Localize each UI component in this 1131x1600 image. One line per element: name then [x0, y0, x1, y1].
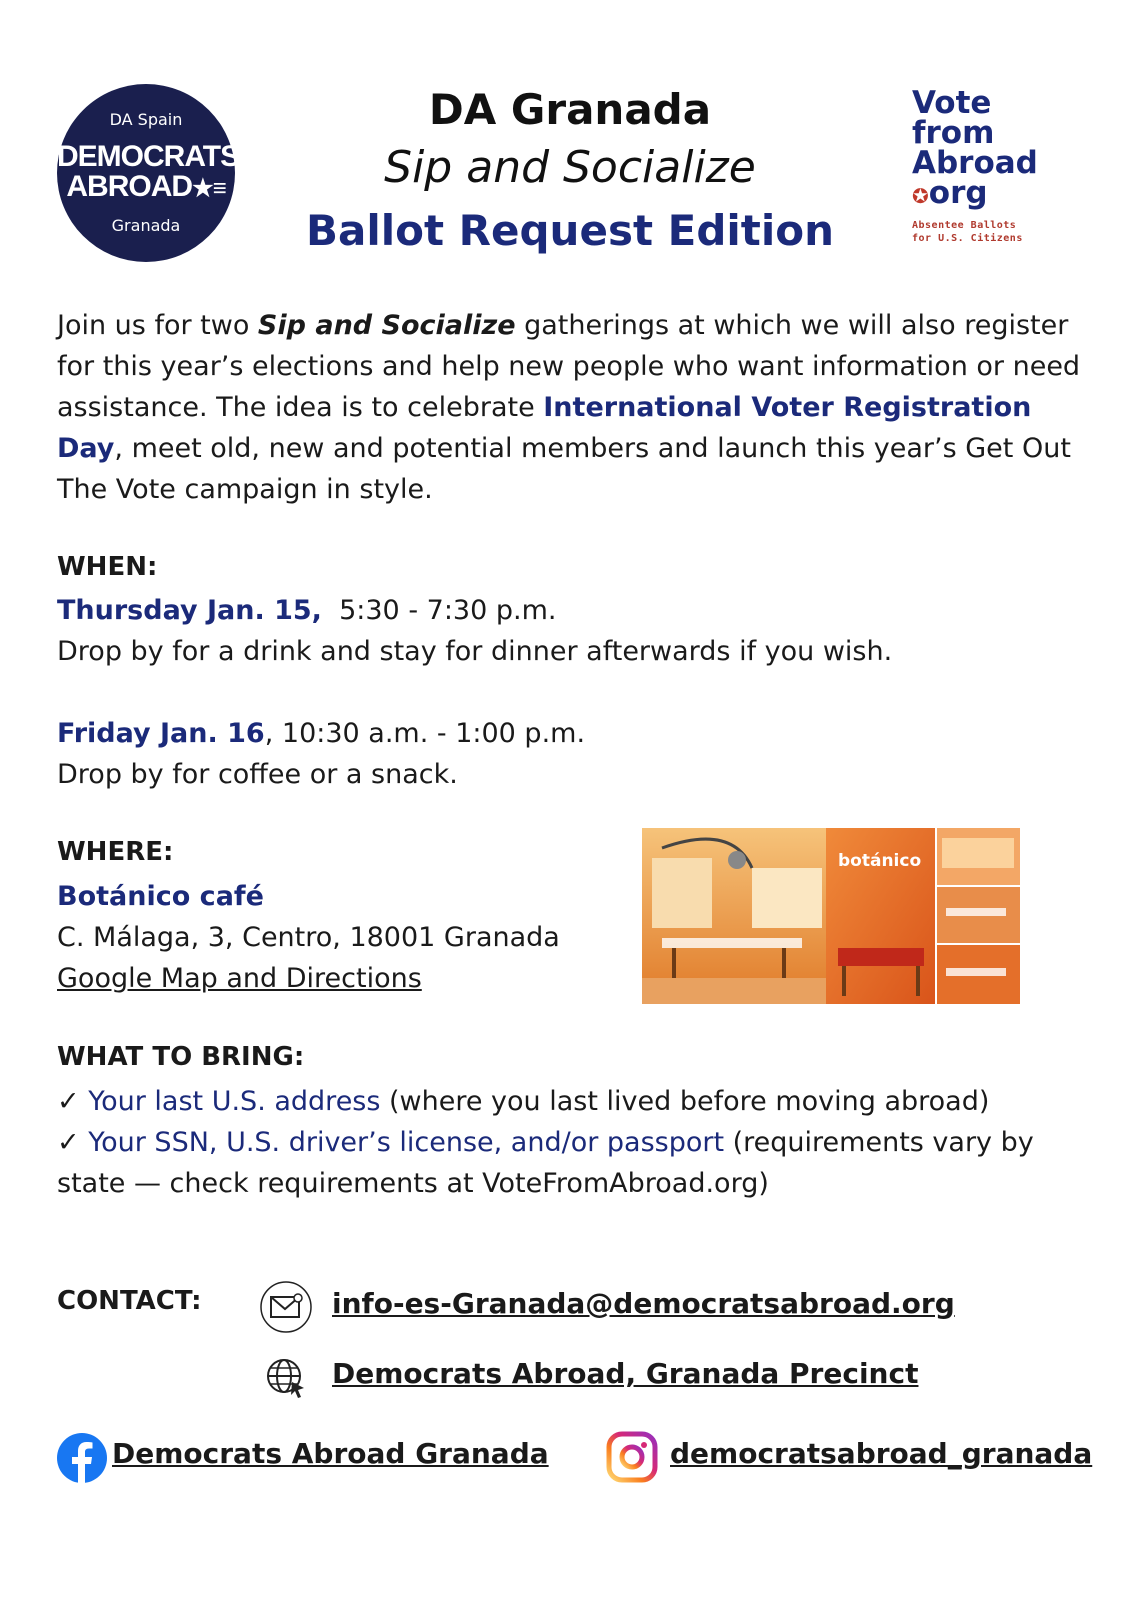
- venue-name: Botánico café: [57, 881, 264, 912]
- intro-paragraph: Join us for two Sip and Socialize gatherings at which we will also register for this year’s elections and help new people who want information or need assistance. The idea is to celebrate International Voter Registration Day, meet old, new and potential members and launch this year’s Get Out The Vote campaign in style.: [57, 310, 1081, 505]
- bring-item-id: ✓ Your SSN, U.S. driver’s license, and/or passport (requirements vary by state — check requirements at VoteFromAbroad.org): [57, 1127, 1034, 1199]
- when-friday-note: Drop by for coffee or a snack.: [57, 759, 458, 790]
- edition-title: Ballot Request Edition: [305, 206, 835, 255]
- botanico-sign: botánico: [838, 851, 922, 871]
- page-title: DA Granada: [428, 85, 712, 134]
- email-icon: [259, 1280, 313, 1334]
- page-subtitle: Sip and Socialize: [384, 142, 756, 193]
- cafe-photo: [642, 828, 1020, 1004]
- bring-item-address: ✓ Your last U.S. address (where you last lived before moving abroad): [57, 1086, 990, 1117]
- when-heading: WHEN:: [57, 552, 158, 582]
- map-link[interactable]: Google Map and Directions: [57, 963, 422, 994]
- checkmark-icon: ✓: [57, 1127, 80, 1158]
- facebook-icon[interactable]: [56, 1432, 108, 1484]
- contact-email-link[interactable]: info-es-Granada@democratsabroad.org: [332, 1287, 955, 1320]
- when-friday: Friday Jan. 16, 10:30 a.m. - 1:00 p.m.: [57, 718, 586, 749]
- logo-top-text: DA Spain: [109, 110, 183, 129]
- logo-bottom-text: Granada: [111, 216, 181, 235]
- contact-heading: CONTACT:: [57, 1286, 202, 1316]
- when-thursday-note: Drop by for a drink and stay for dinner afterwards if you wish.: [57, 636, 893, 667]
- logo-wordmark: DEMOCRATS ABROAD★≡: [57, 140, 240, 203]
- instagram-link[interactable]: democratsabroad_granada: [670, 1437, 1093, 1470]
- title-block: [290, 84, 850, 262]
- instagram-icon[interactable]: [605, 1430, 659, 1484]
- checkmark-icon: ✓: [57, 1086, 80, 1117]
- bring-heading: WHAT TO BRING:: [57, 1042, 305, 1072]
- venue-address: C. Málaga, 3, Centro, 18001 Granada: [57, 922, 560, 953]
- when-thursday: Thursday Jan. 15, 5:30 - 7:30 p.m.: [57, 595, 557, 626]
- star-icon: ★≡: [192, 175, 226, 202]
- democrats-abroad-logo: [57, 84, 240, 262]
- precinct-website-link[interactable]: Democrats Abroad, Granada Precinct: [332, 1357, 919, 1390]
- where-heading: WHERE:: [57, 837, 174, 867]
- vote-from-abroad-logo: Vote from Abroad ✪org Absentee Ballots for U.S. Citizens: [912, 85, 1038, 244]
- globe-icon: [264, 1356, 308, 1400]
- star-dot-icon: ✪: [912, 184, 929, 208]
- facebook-link[interactable]: Democrats Abroad Granada: [112, 1437, 549, 1470]
